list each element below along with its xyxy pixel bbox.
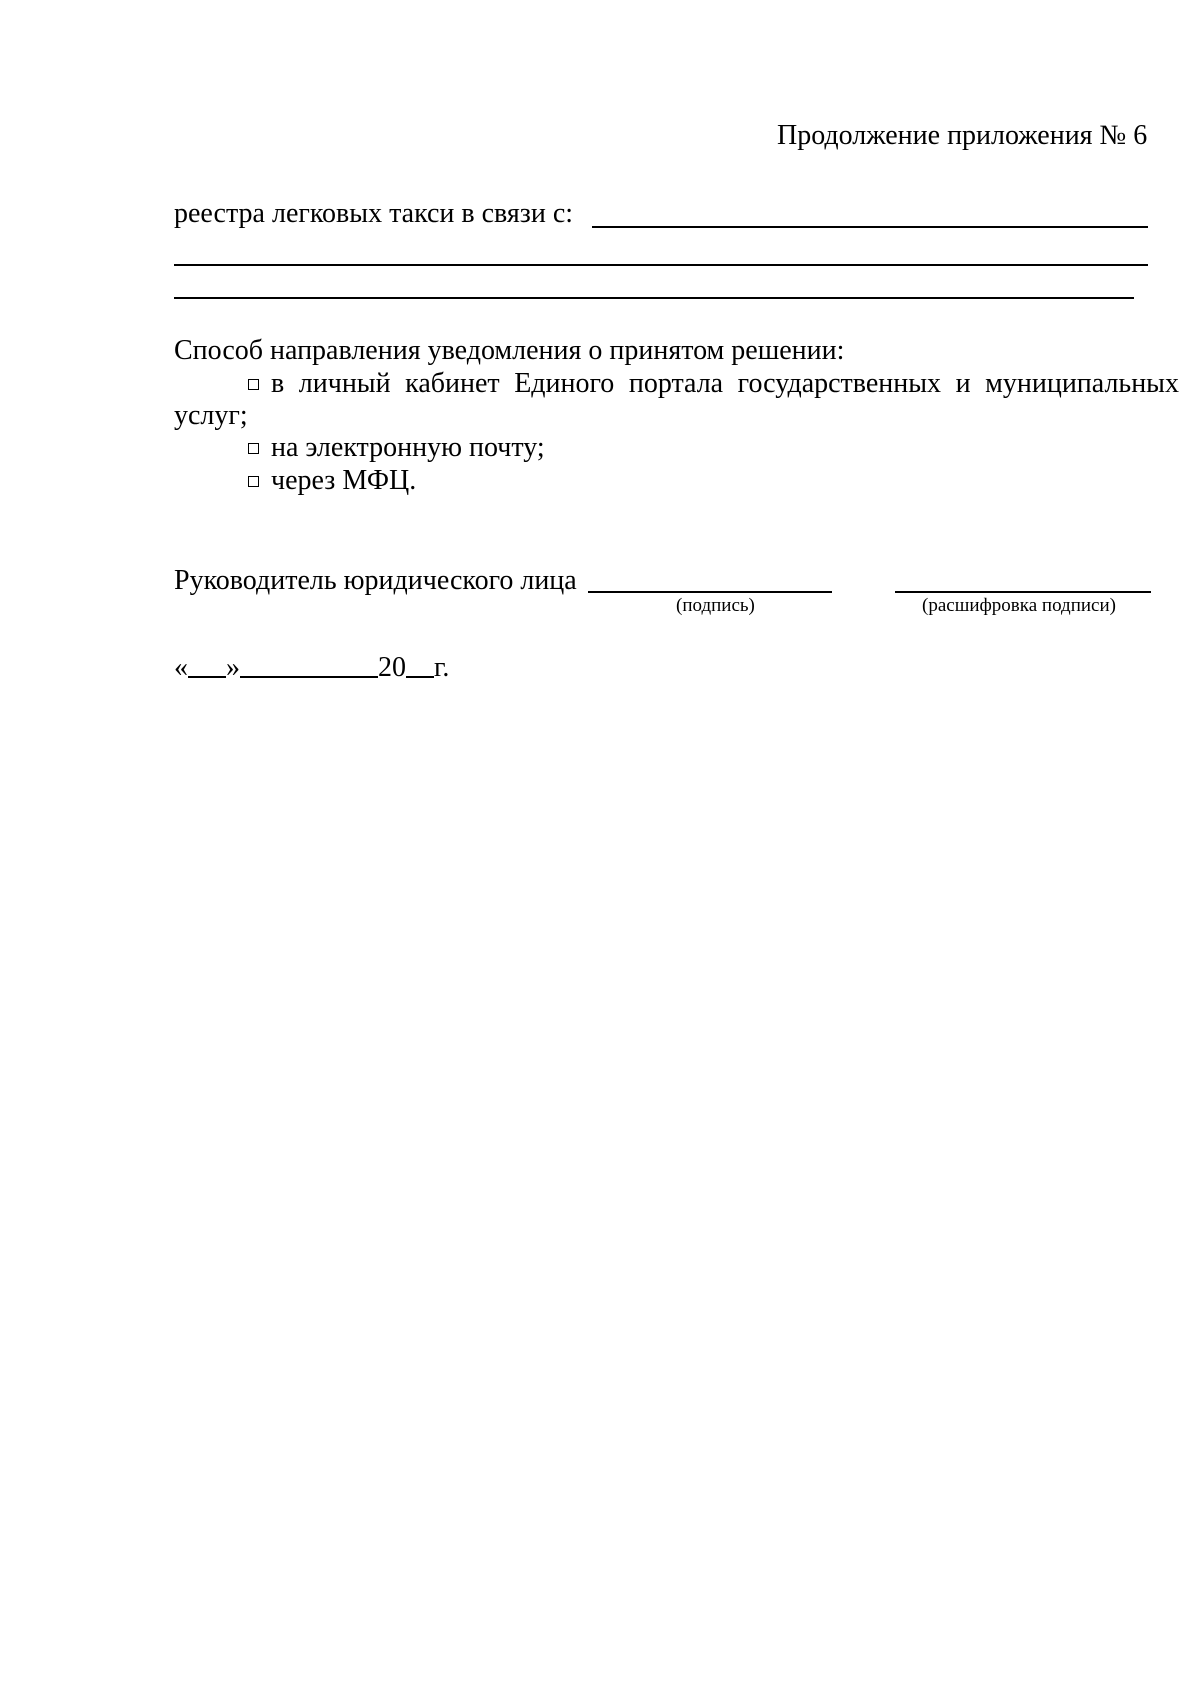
notification-option-email — [248, 432, 545, 464]
signature-caption: (подпись) — [676, 595, 755, 616]
date-month-blank[interactable] — [240, 654, 378, 678]
date-year-blank[interactable] — [406, 654, 434, 678]
reason-input-line-2[interactable] — [174, 264, 1148, 266]
portal-checkbox[interactable] — [248, 379, 259, 390]
date-year-prefix: 20 — [378, 652, 406, 683]
notification-option-mfc — [248, 465, 416, 497]
date-year-suffix: г. — [434, 652, 450, 683]
email-option-label: на электронную почту; — [271, 432, 545, 463]
date-day-blank[interactable] — [188, 654, 226, 678]
appendix-continuation-title: Продолжение приложения № 6 — [777, 120, 1148, 151]
date-line — [174, 652, 449, 684]
signature-decryption-line[interactable] — [895, 591, 1151, 593]
mfc-option-label: через МФЦ. — [271, 465, 417, 496]
date-close-quote: » — [226, 652, 240, 683]
mfc-checkbox[interactable] — [248, 476, 259, 487]
signatory-label: Руководитель юридического лица — [174, 565, 577, 596]
date-open-quote: « — [174, 652, 188, 683]
notification-option-portal — [248, 368, 1179, 400]
reason-input-line-1[interactable] — [592, 226, 1148, 228]
email-checkbox[interactable] — [248, 443, 259, 454]
reason-input-line-3[interactable] — [174, 297, 1134, 299]
notification-heading: Способ направления уведомления о принятом решении: — [174, 335, 845, 366]
signature-line[interactable] — [588, 591, 832, 593]
decryption-caption: (расшифровка подписи) — [922, 595, 1116, 616]
notification-option-portal-continued: услуг; — [174, 400, 248, 431]
portal-option-label: в личный кабинет Единого портала государственных и муниципальных — [271, 368, 1179, 399]
reason-label: реестра легковых такси в связи с: — [174, 198, 574, 229]
